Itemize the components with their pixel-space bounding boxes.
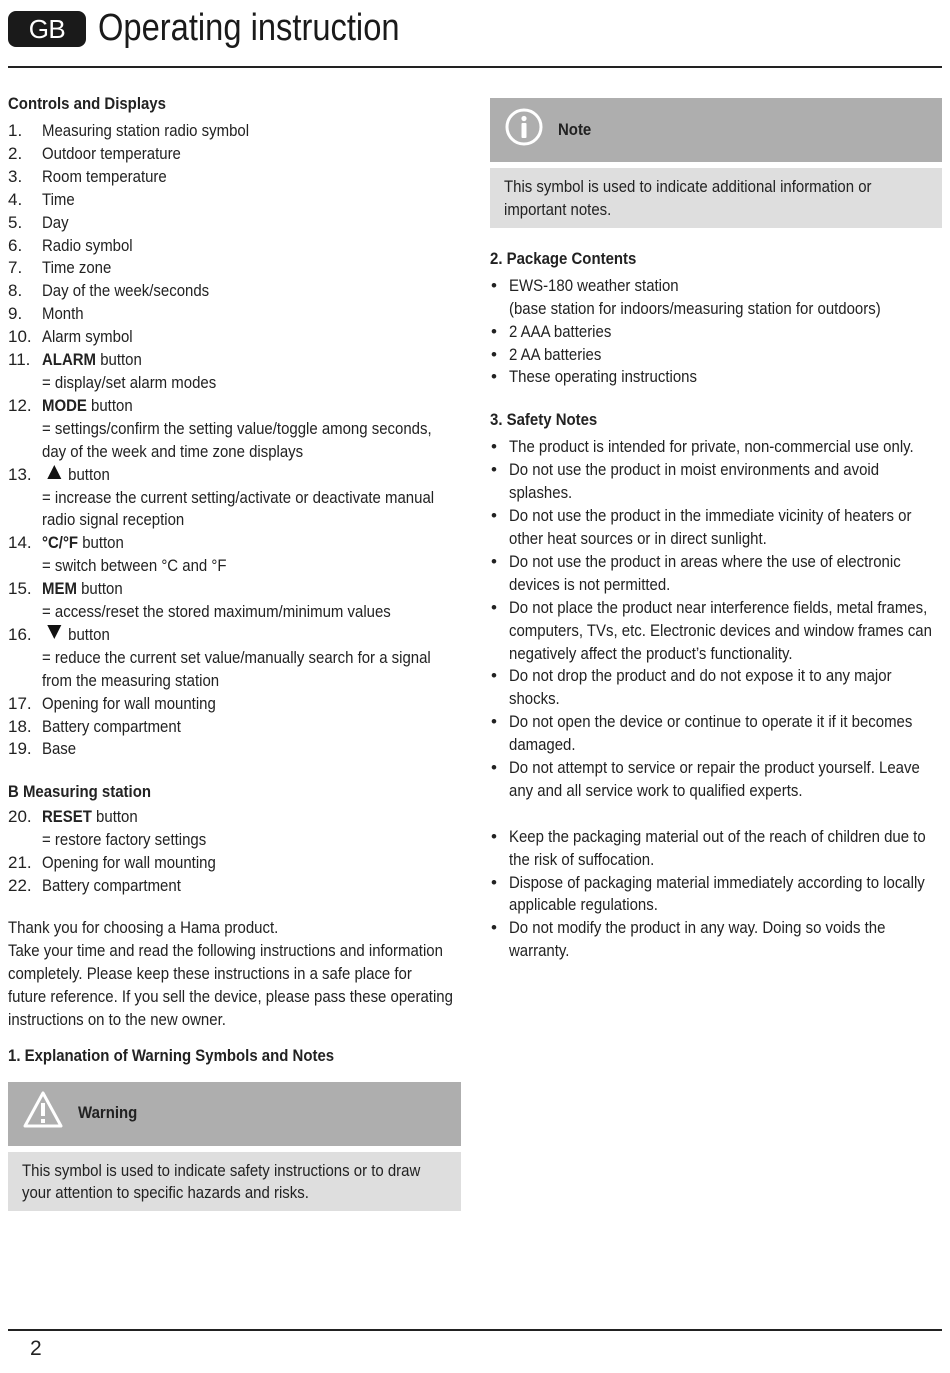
list-item-reset-button: 20. RESET button = restore factory settings	[8, 807, 207, 850]
info-icon	[504, 107, 544, 154]
controls-heading: Controls and Displays	[8, 94, 166, 113]
warning-label: Warning	[78, 1103, 138, 1123]
list-item: • Do not modify the product in any way. Doing so voids the warranty.	[491, 918, 886, 961]
list-item: 17. Opening for wall mounting	[8, 693, 216, 713]
left-column	[8, 92, 468, 1211]
list-item: • 2 AA batteries	[491, 344, 602, 364]
measuring-station-heading: B Measuring station	[8, 782, 151, 802]
list-item: 18. Battery compartment	[8, 716, 181, 736]
list-item: • Do not open the device or continue to operate it if it becomes damaged.	[491, 712, 913, 755]
page-header	[8, 8, 942, 68]
list-item: • The product is intended for private, non-commercial use only.	[491, 437, 914, 457]
list-item: • Do not use the product in the immediate vicinity of heaters or other heat sources or in direct sunlight.	[491, 506, 912, 548]
list-item-alarm-button: 11. ALARM button = display/set alarm modes	[8, 350, 217, 392]
list-item-up-button: 13. button = increase the current setting/activate or deactivate manual radio signal reception	[8, 464, 435, 530]
packaging-safety-list	[490, 826, 942, 963]
list-item: • Keep the packaging material out of the reach of children due to the risk of suffocation.	[491, 826, 926, 869]
safety-notes-list	[490, 436, 942, 803]
triangle-up-icon	[47, 465, 61, 479]
note-box	[490, 98, 942, 228]
warning-symbols-heading: 1. Explanation of Warning Symbols and Notes	[8, 1045, 335, 1065]
footer-divider	[8, 1329, 942, 1331]
page-title: Operating instruction	[98, 7, 400, 49]
note-text: This symbol is used to indicate additional information or important notes.	[490, 168, 942, 228]
list-item-unit-button: 14. °C/°F button = switch between °C and °F	[8, 533, 227, 576]
list-item: 10. Alarm symbol	[8, 327, 133, 347]
measuring-station-list	[8, 806, 468, 898]
list-item: 3. Room temperature	[8, 166, 167, 186]
list-item: 5. Day	[8, 212, 69, 232]
list-item: • Do not place the product near interference fields, metal frames, computers, TVs, etc. Electronic devices and window frames can negatively affect the product’s functionality.	[491, 597, 932, 663]
warning-box	[8, 1082, 461, 1212]
list-item: 19. Base	[8, 739, 77, 759]
warning-triangle-icon	[22, 1090, 64, 1137]
intro-paragraph: Thank you for choosing a Hama product. Take your time and read the following instructions and information completely. Please keep these instructions in a safe place for future reference. If you sell the device, please pass these operating instructions on to the new owner.	[8, 918, 453, 1029]
package-contents-heading: 2. Package Contents	[490, 248, 637, 268]
note-label: Note	[558, 119, 592, 139]
list-item: 7. Time zone	[8, 258, 112, 278]
list-item: 1. Measuring station radio symbol	[8, 121, 250, 140]
list-item: 2. Outdoor temperature	[8, 143, 181, 163]
page-number: 2	[30, 1337, 42, 1360]
list-item: • 2 AAA batteries	[491, 321, 612, 341]
triangle-down-icon	[47, 625, 61, 639]
header-divider	[8, 66, 942, 68]
safety-notes-heading: 3. Safety Notes	[490, 410, 598, 430]
list-item: 4. Time	[8, 189, 75, 209]
list-item-mem-button: 15. MEM button = access/reset the stored maximum/minimum values	[8, 579, 391, 622]
list-item-down-button: 16. button = reduce the current set value/manually search for a signal from the measuring station	[8, 624, 431, 690]
list-item: 9. Month	[8, 304, 84, 324]
language-badge: GB	[8, 11, 86, 47]
list-item: • Do not drop the product and do not expose it to any major shocks.	[491, 666, 892, 709]
list-item: • Dispose of packaging material immediately according to locally applicable regulations.	[491, 872, 925, 915]
controls-list	[8, 120, 468, 761]
list-item: 21. Opening for wall mounting	[8, 853, 216, 873]
warning-text: This symbol is used to indicate safety instructions or to draw your attention to specific hazards and risks.	[8, 1152, 461, 1212]
list-item: • These operating instructions	[491, 367, 697, 387]
list-item: 22. Battery compartment	[8, 876, 181, 896]
list-item: • Do not attempt to service or repair the product yourself. Leave any and all service work to qualified experts.	[491, 758, 920, 800]
list-item-mode-button: 12. MODE button = settings/confirm the setting value/toggle among seconds, day of the week and time zone displays	[8, 395, 432, 461]
list-item: • EWS-180 weather station (base station for indoors/measuring station for outdoors)	[491, 275, 881, 318]
package-contents-list	[490, 275, 942, 390]
right-column	[490, 98, 942, 963]
list-item: 6. Radio symbol	[8, 235, 133, 255]
list-item: 8. Day of the week/seconds	[8, 281, 210, 301]
list-item: • Do not use the product in areas where the use of electronic devices is not permitted.	[491, 551, 901, 594]
list-item: • Do not use the product in moist environments and avoid splashes.	[491, 460, 880, 503]
